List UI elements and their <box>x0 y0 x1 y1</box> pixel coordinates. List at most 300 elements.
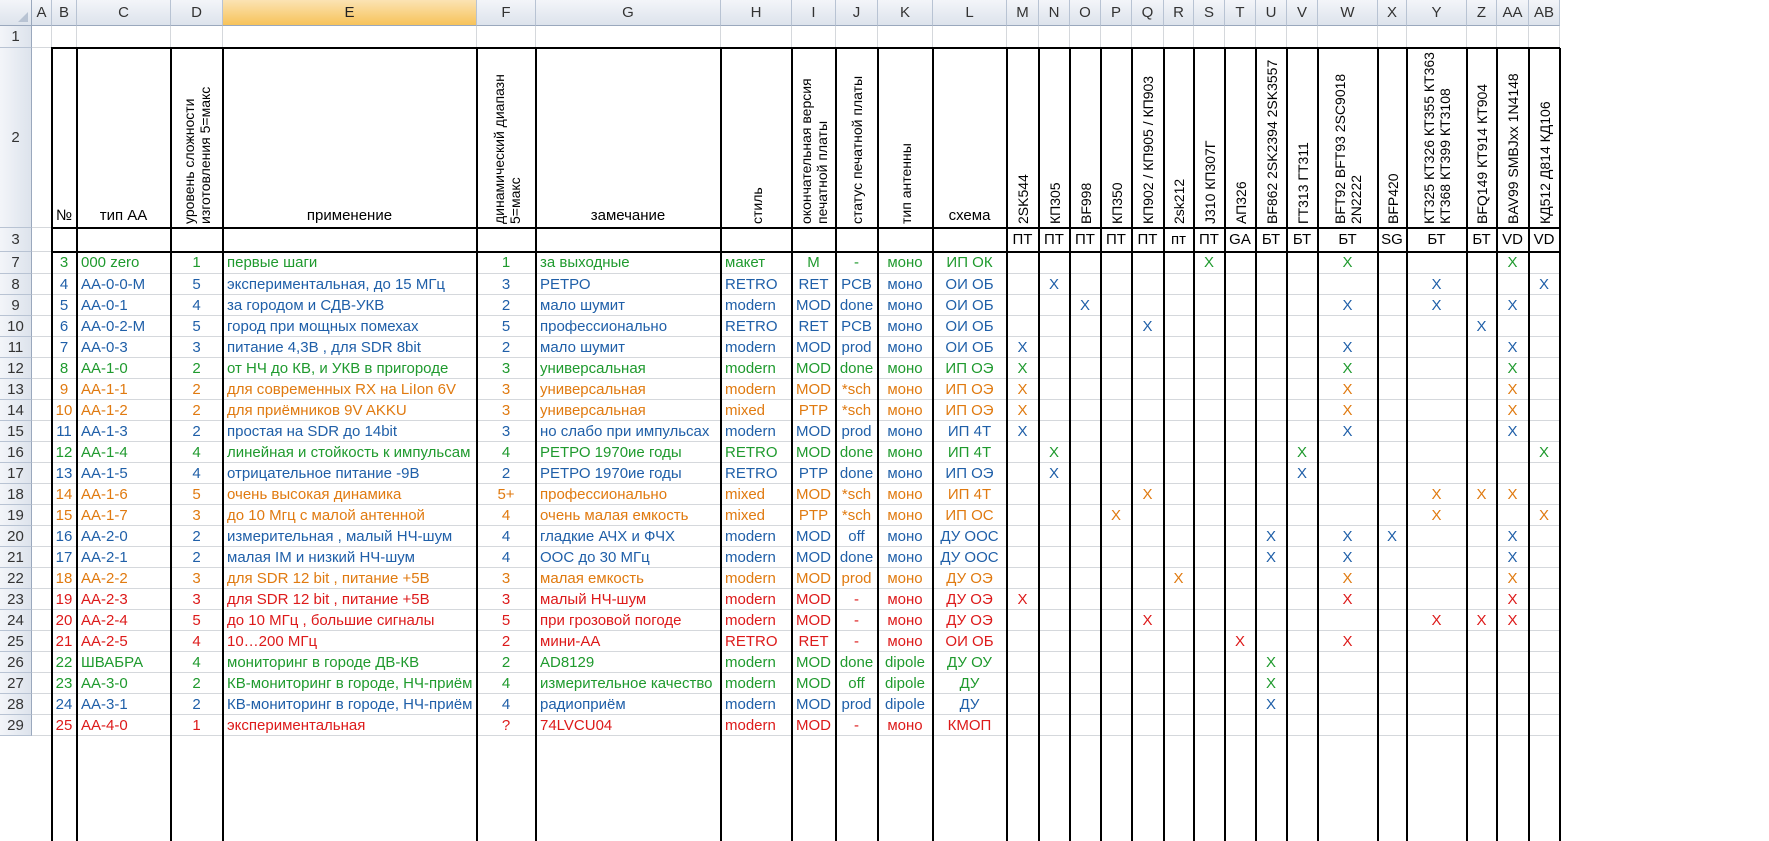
cell-h28[interactable]: modern <box>721 694 792 715</box>
cell-t1[interactable] <box>1225 26 1256 48</box>
cell-w18[interactable] <box>1318 484 1378 505</box>
cell-b13[interactable]: 9 <box>52 379 77 400</box>
cell-r21[interactable] <box>1164 547 1194 568</box>
cell-p20[interactable] <box>1101 526 1132 547</box>
cell-c16[interactable]: АА-1-4 <box>77 442 171 463</box>
cell-v18[interactable] <box>1287 484 1318 505</box>
cell-j29[interactable]: - <box>836 715 878 736</box>
cell-p7[interactable] <box>1101 252 1132 274</box>
cell-j21[interactable]: done <box>836 547 878 568</box>
cell-y20[interactable] <box>1407 526 1467 547</box>
cell-k12[interactable]: моно <box>878 358 933 379</box>
cell-o14[interactable] <box>1070 400 1101 421</box>
cell-ab11[interactable] <box>1529 337 1560 358</box>
cell-r14[interactable] <box>1164 400 1194 421</box>
cell-t12[interactable] <box>1225 358 1256 379</box>
type-cell-l3[interactable] <box>933 228 1007 252</box>
cell-z1[interactable] <box>1467 26 1497 48</box>
cell-v10[interactable] <box>1287 316 1318 337</box>
cell-o24[interactable] <box>1070 610 1101 631</box>
cell-i8[interactable]: RET <box>792 274 836 295</box>
cell-b28[interactable]: 24 <box>52 694 77 715</box>
cell-p15[interactable] <box>1101 421 1132 442</box>
cell-h16[interactable]: RETRO <box>721 442 792 463</box>
cell-f24[interactable]: 5 <box>477 610 536 631</box>
cell-l28[interactable]: ДУ <box>933 694 1007 715</box>
row-header-18[interactable]: 18 <box>0 484 32 505</box>
cell-t15[interactable] <box>1225 421 1256 442</box>
header-cell-s[interactable] <box>1194 48 1225 228</box>
cell-y23[interactable] <box>1407 589 1467 610</box>
cell-d18[interactable]: 5 <box>171 484 223 505</box>
cell-e9[interactable]: за городом и СДВ-УКВ <box>223 295 477 316</box>
cell-ab22[interactable] <box>1529 568 1560 589</box>
column-header-l[interactable]: L <box>933 0 1007 26</box>
cell-g11[interactable]: мало шумит <box>536 337 721 358</box>
cell-y28[interactable] <box>1407 694 1467 715</box>
cell-e17[interactable]: отрицательное питание -9В <box>223 463 477 484</box>
cell-v27[interactable] <box>1287 673 1318 694</box>
cell-w15[interactable]: X <box>1318 421 1378 442</box>
cell-n22[interactable] <box>1039 568 1070 589</box>
cell-z12[interactable] <box>1467 358 1497 379</box>
row-header-26[interactable]: 26 <box>0 652 32 673</box>
cell-c7[interactable]: 000 zero <box>77 252 171 274</box>
row-header-14[interactable]: 14 <box>0 400 32 421</box>
cell-aa9[interactable]: X <box>1497 295 1529 316</box>
cell-m21[interactable] <box>1007 547 1039 568</box>
cell-h23[interactable]: modern <box>721 589 792 610</box>
row-header-25[interactable]: 25 <box>0 631 32 652</box>
cell-s21[interactable] <box>1194 547 1225 568</box>
cell-z18[interactable]: X <box>1467 484 1497 505</box>
cell-b15[interactable]: 11 <box>52 421 77 442</box>
type-cell-x3[interactable]: SG <box>1378 228 1407 252</box>
cell-r10[interactable] <box>1164 316 1194 337</box>
cell-v9[interactable] <box>1287 295 1318 316</box>
cell-k22[interactable]: моно <box>878 568 933 589</box>
cell-k1[interactable] <box>878 26 933 48</box>
cell-f17[interactable]: 2 <box>477 463 536 484</box>
column-header-i[interactable]: I <box>792 0 836 26</box>
cell-f16[interactable]: 4 <box>477 442 536 463</box>
cell-x10[interactable] <box>1378 316 1407 337</box>
cell-w25[interactable]: X <box>1318 631 1378 652</box>
cell-t8[interactable] <box>1225 274 1256 295</box>
cell-e18[interactable]: очень высокая динамика <box>223 484 477 505</box>
cell-a17[interactable] <box>32 463 52 484</box>
cell-i22[interactable]: MOD <box>792 568 836 589</box>
type-cell-j3[interactable] <box>836 228 878 252</box>
cell-z24[interactable]: X <box>1467 610 1497 631</box>
cell-s14[interactable] <box>1194 400 1225 421</box>
cell-r15[interactable] <box>1164 421 1194 442</box>
cell-s20[interactable] <box>1194 526 1225 547</box>
cell-i11[interactable]: MOD <box>792 337 836 358</box>
cell-i24[interactable]: MOD <box>792 610 836 631</box>
cell-y1[interactable] <box>1407 26 1467 48</box>
cell-ab9[interactable] <box>1529 295 1560 316</box>
cell-j19[interactable]: *sch <box>836 505 878 526</box>
cell-e24[interactable]: до 10 МГц , большие сигналы <box>223 610 477 631</box>
cell-h12[interactable]: modern <box>721 358 792 379</box>
cell-ab23[interactable] <box>1529 589 1560 610</box>
type-cell-z3[interactable]: БТ <box>1467 228 1497 252</box>
cell-r19[interactable] <box>1164 505 1194 526</box>
cell-w13[interactable]: X <box>1318 379 1378 400</box>
header-cell-g[interactable] <box>536 48 721 228</box>
header-cell-p[interactable] <box>1101 48 1132 228</box>
cell-k8[interactable]: моно <box>878 274 933 295</box>
cell-s28[interactable] <box>1194 694 1225 715</box>
cell-i17[interactable]: PTP <box>792 463 836 484</box>
cell-h14[interactable]: mixed <box>721 400 792 421</box>
cell-o12[interactable] <box>1070 358 1101 379</box>
cell-r16[interactable] <box>1164 442 1194 463</box>
cell-g28[interactable]: радиоприём <box>536 694 721 715</box>
cell-n28[interactable] <box>1039 694 1070 715</box>
cell-u26[interactable]: X <box>1256 652 1287 673</box>
cell-h26[interactable]: modern <box>721 652 792 673</box>
type-cell-d3[interactable] <box>171 228 223 252</box>
cell-j17[interactable]: done <box>836 463 878 484</box>
cell-j8[interactable]: PCB <box>836 274 878 295</box>
cell-c9[interactable]: АА-0-1 <box>77 295 171 316</box>
cell-j28[interactable]: prod <box>836 694 878 715</box>
cell-m14[interactable]: X <box>1007 400 1039 421</box>
cell-p25[interactable] <box>1101 631 1132 652</box>
cell-g21[interactable]: ООС до 30 МГц <box>536 547 721 568</box>
cell-a26[interactable] <box>32 652 52 673</box>
cell-n1[interactable] <box>1039 26 1070 48</box>
cell-r27[interactable] <box>1164 673 1194 694</box>
cell-e1[interactable] <box>223 26 477 48</box>
cell-s19[interactable] <box>1194 505 1225 526</box>
cell-k25[interactable]: моно <box>878 631 933 652</box>
cell-v14[interactable] <box>1287 400 1318 421</box>
cell-p1[interactable] <box>1101 26 1132 48</box>
cell-s12[interactable] <box>1194 358 1225 379</box>
header-cell-aa[interactable] <box>1497 48 1529 228</box>
cell-a13[interactable] <box>32 379 52 400</box>
cell-i29[interactable]: MOD <box>792 715 836 736</box>
column-header-a[interactable]: A <box>32 0 52 26</box>
cell-b14[interactable]: 10 <box>52 400 77 421</box>
row-header-15[interactable]: 15 <box>0 421 32 442</box>
cell-t19[interactable] <box>1225 505 1256 526</box>
cell-k17[interactable]: моно <box>878 463 933 484</box>
cell-m28[interactable] <box>1007 694 1039 715</box>
cell-z26[interactable] <box>1467 652 1497 673</box>
cell-n20[interactable] <box>1039 526 1070 547</box>
cell-p19[interactable]: X <box>1101 505 1132 526</box>
cell-v29[interactable] <box>1287 715 1318 736</box>
cell-p13[interactable] <box>1101 379 1132 400</box>
cell-k24[interactable]: моно <box>878 610 933 631</box>
cell-k27[interactable]: dipole <box>878 673 933 694</box>
cell-u18[interactable] <box>1256 484 1287 505</box>
cell-c1[interactable] <box>77 26 171 48</box>
cell-n23[interactable] <box>1039 589 1070 610</box>
cell-x19[interactable] <box>1378 505 1407 526</box>
type-cell-h3[interactable] <box>721 228 792 252</box>
cell-p10[interactable] <box>1101 316 1132 337</box>
cell-m16[interactable] <box>1007 442 1039 463</box>
cell-t11[interactable] <box>1225 337 1256 358</box>
cell-z9[interactable] <box>1467 295 1497 316</box>
cell-d16[interactable]: 4 <box>171 442 223 463</box>
cell-f29[interactable]: ? <box>477 715 536 736</box>
cell-z29[interactable] <box>1467 715 1497 736</box>
cell-i10[interactable]: RET <box>792 316 836 337</box>
cell-k14[interactable]: моно <box>878 400 933 421</box>
cell-p22[interactable] <box>1101 568 1132 589</box>
cell-b11[interactable]: 7 <box>52 337 77 358</box>
cell-f12[interactable]: 3 <box>477 358 536 379</box>
cell-m13[interactable]: X <box>1007 379 1039 400</box>
cell-ab7[interactable] <box>1529 252 1560 274</box>
header-cell-v[interactable] <box>1287 48 1318 228</box>
cell-p14[interactable] <box>1101 400 1132 421</box>
cell-o8[interactable] <box>1070 274 1101 295</box>
cell-q26[interactable] <box>1132 652 1164 673</box>
type-cell-b3[interactable] <box>52 228 77 252</box>
cell-ab25[interactable] <box>1529 631 1560 652</box>
row-header-24[interactable]: 24 <box>0 610 32 631</box>
cell-l12[interactable]: ИП ОЭ <box>933 358 1007 379</box>
cell-g18[interactable]: профессионально <box>536 484 721 505</box>
cell-q18[interactable]: X <box>1132 484 1164 505</box>
cell-o13[interactable] <box>1070 379 1101 400</box>
cell-q7[interactable] <box>1132 252 1164 274</box>
cell-h24[interactable]: modern <box>721 610 792 631</box>
cell-s24[interactable] <box>1194 610 1225 631</box>
cell-g14[interactable]: универсальная <box>536 400 721 421</box>
cell-q9[interactable] <box>1132 295 1164 316</box>
cell-g27[interactable]: измерительное качество <box>536 673 721 694</box>
cell-e13[interactable]: для современных RX на LiIon 6V <box>223 379 477 400</box>
cell-x16[interactable] <box>1378 442 1407 463</box>
cell-j23[interactable]: - <box>836 589 878 610</box>
column-header-f[interactable]: F <box>477 0 536 26</box>
cell-b10[interactable]: 6 <box>52 316 77 337</box>
cell-l25[interactable]: ОИ ОБ <box>933 631 1007 652</box>
cell-f22[interactable]: 3 <box>477 568 536 589</box>
cell-aa20[interactable]: X <box>1497 526 1529 547</box>
cell-g1[interactable] <box>536 26 721 48</box>
cell-y11[interactable] <box>1407 337 1467 358</box>
cell-p29[interactable] <box>1101 715 1132 736</box>
cell-z25[interactable] <box>1467 631 1497 652</box>
cell-d25[interactable]: 4 <box>171 631 223 652</box>
type-cell-f3[interactable] <box>477 228 536 252</box>
cell-s13[interactable] <box>1194 379 1225 400</box>
column-header-g[interactable]: G <box>536 0 721 26</box>
cell-h15[interactable]: modern <box>721 421 792 442</box>
cell-t14[interactable] <box>1225 400 1256 421</box>
column-header-x[interactable]: X <box>1378 0 1407 26</box>
cell-c22[interactable]: АА-2-2 <box>77 568 171 589</box>
cell-a8[interactable] <box>32 274 52 295</box>
cell-k15[interactable]: моно <box>878 421 933 442</box>
cell-ab16[interactable]: X <box>1529 442 1560 463</box>
cell-g29[interactable]: 74LVCU04 <box>536 715 721 736</box>
cell-p27[interactable] <box>1101 673 1132 694</box>
cell-c20[interactable]: АА-2-0 <box>77 526 171 547</box>
cell-t9[interactable] <box>1225 295 1256 316</box>
cell-e8[interactable]: экспериментальная, до 15 МГц <box>223 274 477 295</box>
cell-g9[interactable]: мало шумит <box>536 295 721 316</box>
cell-b7[interactable]: 3 <box>52 252 77 274</box>
cell-q28[interactable] <box>1132 694 1164 715</box>
cell-x23[interactable] <box>1378 589 1407 610</box>
cell-n9[interactable] <box>1039 295 1070 316</box>
cell-o7[interactable] <box>1070 252 1101 274</box>
cell-j14[interactable]: *sch <box>836 400 878 421</box>
column-header-r[interactable]: R <box>1164 0 1194 26</box>
cell-w26[interactable] <box>1318 652 1378 673</box>
cell-m9[interactable] <box>1007 295 1039 316</box>
cell-j20[interactable]: off <box>836 526 878 547</box>
cell-ab24[interactable] <box>1529 610 1560 631</box>
cell-i27[interactable]: MOD <box>792 673 836 694</box>
cell-t20[interactable] <box>1225 526 1256 547</box>
cell-c21[interactable]: АА-2-1 <box>77 547 171 568</box>
cell-d23[interactable]: 3 <box>171 589 223 610</box>
cell-h27[interactable]: modern <box>721 673 792 694</box>
cell-k10[interactable]: моно <box>878 316 933 337</box>
cell-k28[interactable]: dipole <box>878 694 933 715</box>
cell-x15[interactable] <box>1378 421 1407 442</box>
cell-c15[interactable]: АА-1-3 <box>77 421 171 442</box>
cell-z27[interactable] <box>1467 673 1497 694</box>
cell-v11[interactable] <box>1287 337 1318 358</box>
cell-v22[interactable] <box>1287 568 1318 589</box>
cell-o21[interactable] <box>1070 547 1101 568</box>
cell-aa16[interactable] <box>1497 442 1529 463</box>
cell-b26[interactable]: 22 <box>52 652 77 673</box>
cell-z16[interactable] <box>1467 442 1497 463</box>
cell-x25[interactable] <box>1378 631 1407 652</box>
cell-o28[interactable] <box>1070 694 1101 715</box>
cell-t7[interactable] <box>1225 252 1256 274</box>
cell-i15[interactable]: MOD <box>792 421 836 442</box>
cell-d20[interactable]: 2 <box>171 526 223 547</box>
header-cell-h[interactable] <box>721 48 792 228</box>
header-cell-m[interactable] <box>1007 48 1039 228</box>
cell-aa12[interactable]: X <box>1497 358 1529 379</box>
cell-i1[interactable] <box>792 26 836 48</box>
cell-a21[interactable] <box>32 547 52 568</box>
cell-h19[interactable]: mixed <box>721 505 792 526</box>
cell-x14[interactable] <box>1378 400 1407 421</box>
cell-l18[interactable]: ИП 4Т <box>933 484 1007 505</box>
cell-m27[interactable] <box>1007 673 1039 694</box>
cell-x22[interactable] <box>1378 568 1407 589</box>
cell-c17[interactable]: АА-1-5 <box>77 463 171 484</box>
cell-z21[interactable] <box>1467 547 1497 568</box>
cell-s8[interactable] <box>1194 274 1225 295</box>
cell-g17[interactable]: РЕТРО 1970ие годы <box>536 463 721 484</box>
cell-v7[interactable] <box>1287 252 1318 274</box>
cell-n25[interactable] <box>1039 631 1070 652</box>
cell-aa26[interactable] <box>1497 652 1529 673</box>
cell-y24[interactable]: X <box>1407 610 1467 631</box>
header-cell-c[interactable] <box>77 48 171 228</box>
column-header-u[interactable]: U <box>1256 0 1287 26</box>
cell-ab1[interactable] <box>1529 26 1560 48</box>
cell-n29[interactable] <box>1039 715 1070 736</box>
cell-g20[interactable]: гладкие АЧХ и ФЧХ <box>536 526 721 547</box>
cell-v15[interactable] <box>1287 421 1318 442</box>
cell-d11[interactable]: 3 <box>171 337 223 358</box>
type-cell-r3[interactable]: пт <box>1164 228 1194 252</box>
cell-g16[interactable]: РЕТРО 1970ие годы <box>536 442 721 463</box>
cell-d19[interactable]: 3 <box>171 505 223 526</box>
row-header-10[interactable]: 10 <box>0 316 32 337</box>
row-header-27[interactable]: 27 <box>0 673 32 694</box>
cell-ab12[interactable] <box>1529 358 1560 379</box>
type-cell-i3[interactable] <box>792 228 836 252</box>
cell-i28[interactable]: MOD <box>792 694 836 715</box>
cell-g7[interactable]: за выходные <box>536 252 721 274</box>
cell-d8[interactable]: 5 <box>171 274 223 295</box>
cell-v25[interactable] <box>1287 631 1318 652</box>
header-cell-ab[interactable] <box>1529 48 1560 228</box>
cell-i18[interactable]: MOD <box>792 484 836 505</box>
cell-d7[interactable]: 1 <box>171 252 223 274</box>
column-header-y[interactable]: Y <box>1407 0 1467 26</box>
cell-x27[interactable] <box>1378 673 1407 694</box>
cell-w22[interactable]: X <box>1318 568 1378 589</box>
cell-w8[interactable] <box>1318 274 1378 295</box>
cell-n16[interactable]: X <box>1039 442 1070 463</box>
cell-n12[interactable] <box>1039 358 1070 379</box>
cell-d15[interactable]: 2 <box>171 421 223 442</box>
cell-s27[interactable] <box>1194 673 1225 694</box>
cell-y29[interactable] <box>1407 715 1467 736</box>
cell-z7[interactable] <box>1467 252 1497 274</box>
cell-z11[interactable] <box>1467 337 1497 358</box>
cell-x12[interactable] <box>1378 358 1407 379</box>
cell-x1[interactable] <box>1378 26 1407 48</box>
cell-z15[interactable] <box>1467 421 1497 442</box>
cell-i21[interactable]: MOD <box>792 547 836 568</box>
cell-y15[interactable] <box>1407 421 1467 442</box>
cell-l17[interactable]: ИП ОЭ <box>933 463 1007 484</box>
cell-d21[interactable]: 2 <box>171 547 223 568</box>
column-header-ab[interactable]: AB <box>1529 0 1560 26</box>
cell-o11[interactable] <box>1070 337 1101 358</box>
cell-u21[interactable]: X <box>1256 547 1287 568</box>
cell-q16[interactable] <box>1132 442 1164 463</box>
cell-b22[interactable]: 18 <box>52 568 77 589</box>
cell-p8[interactable] <box>1101 274 1132 295</box>
cell-u1[interactable] <box>1256 26 1287 48</box>
cell-ab21[interactable] <box>1529 547 1560 568</box>
cell-v26[interactable] <box>1287 652 1318 673</box>
cell-u8[interactable] <box>1256 274 1287 295</box>
cell-f21[interactable]: 4 <box>477 547 536 568</box>
cell-r13[interactable] <box>1164 379 1194 400</box>
cell-aa1[interactable] <box>1497 26 1529 48</box>
cell-a20[interactable] <box>32 526 52 547</box>
cell-d12[interactable]: 2 <box>171 358 223 379</box>
cell-j15[interactable]: prod <box>836 421 878 442</box>
cell-f20[interactable]: 4 <box>477 526 536 547</box>
cell-r26[interactable] <box>1164 652 1194 673</box>
cell-y16[interactable] <box>1407 442 1467 463</box>
